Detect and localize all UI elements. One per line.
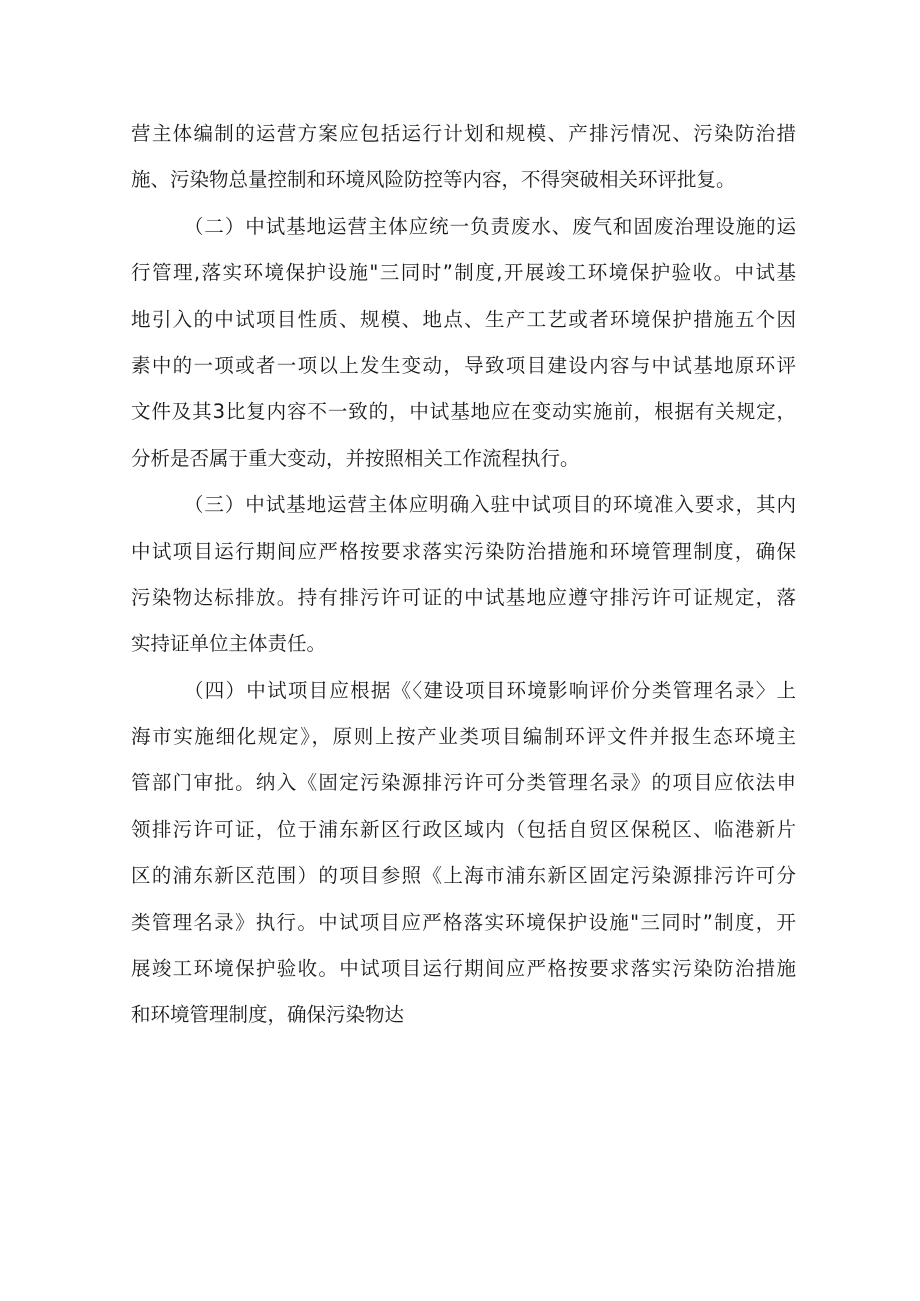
paragraph-continuation xyxy=(131,111,796,204)
text-line: 素中的一项或者一项以上发生变动，导致项目建设内容与中试基地原环评 xyxy=(131,353,796,377)
text-line: 文件及其3比复内容不一致的，中试基地应在变动实施前，根据有关规定， xyxy=(131,400,796,424)
text-line: 展竣工环境保护验收。中试项目运行期间应严格按要求落实污染防治措施 xyxy=(131,957,796,981)
text-line: （二）中试基地运营主体应统一负责废水、废气和固废治理设施的运 xyxy=(184,214,796,238)
text-line: （四）中试项目应根据《〈建设项目环境影响评价分类管理名录〉上 xyxy=(184,678,796,702)
text-line: 行管理,落实环境保护设施"三同时”制度,开展竣工环境保护验收。中试基 xyxy=(131,261,796,285)
text-line: 污染物达标排放。持有排污许可证的中试基地应遵守排污许可证规定，落 xyxy=(131,585,796,609)
text-line: 营主体编制的运营方案应包括运行计划和规模、产排污情况、污染防治措 xyxy=(131,122,796,145)
paragraph-item-3 xyxy=(131,482,796,668)
text-line: 区的浦东新区范围）的项目参照《上海市浦东新区固定污染源排污许可分 xyxy=(131,864,796,888)
text-line: 海市实施细化规定》，原则上按产业类项目编制环评文件并报生态环境主 xyxy=(131,725,796,749)
text-line: 实持证单位主体责任。 xyxy=(131,632,327,656)
text-line: 施、污染物总量控制和环境风险防控等内容，不得突破相关环评批复。 xyxy=(131,168,736,192)
text-line: （三）中试基地运营主体应明确入驻中试项目的环境准入要求，其内 xyxy=(184,493,796,517)
paragraph-item-4 xyxy=(131,668,796,1039)
paragraph-item-2 xyxy=(131,204,796,482)
text-line: 和环境管理制度，确保污染物达 xyxy=(131,1003,405,1027)
text-line: 地引入的中试项目性质、规模、地点、生产工艺或者环境保护措施五个因 xyxy=(131,307,796,331)
text-line: 分析是否属于重大变动，并按照相关工作流程执行。 xyxy=(131,446,580,470)
document-body xyxy=(131,111,796,1039)
text-line: 领排污许可证，位于浦东新区行政区域内（包括自贸区保税区、临港新片 xyxy=(131,817,796,841)
text-line: 管部门审批。纳入《固定污染源排污许可分类管理名录》的项目应依法申 xyxy=(131,771,796,795)
text-line: 类管理名录》执行。中试项目应严格落实环境保护设施"三同时”制度，开 xyxy=(131,910,796,934)
text-line: 中试项目运行期间应严格按要求落实污染防治措施和环境管理制度，确保 xyxy=(131,539,796,563)
